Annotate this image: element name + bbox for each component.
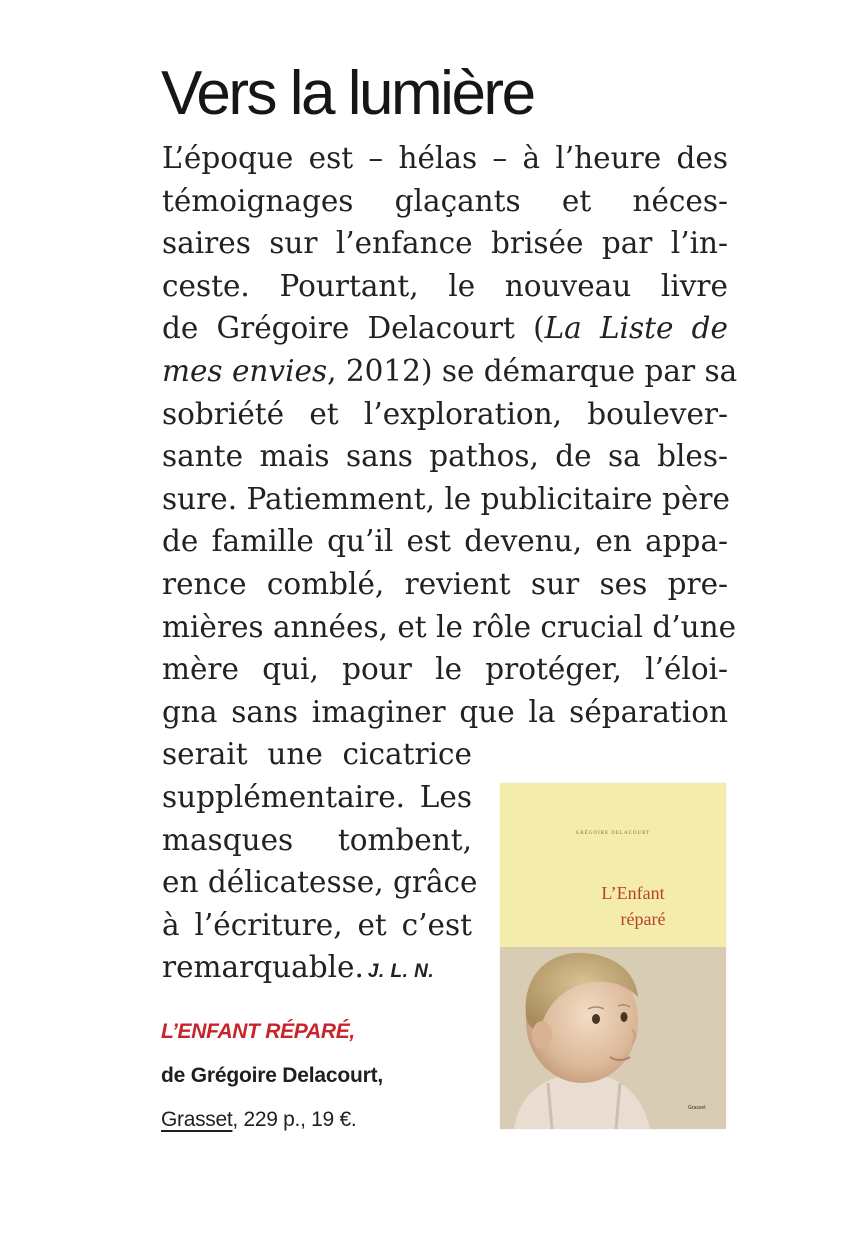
body-line: témoignages glaçants et néces- bbox=[162, 183, 728, 218]
publisher-link[interactable]: Grasset bbox=[161, 1108, 233, 1131]
body-line: saires sur l’enfance brisée par l’in- bbox=[162, 226, 728, 261]
body-line: de famille qu’il est devenu, en appa- bbox=[162, 524, 728, 559]
body-line: serait une cicatrice bbox=[162, 737, 472, 772]
body-line: mère qui, pour le protéger, l’éloi- bbox=[162, 652, 728, 687]
body-line: gna sans imaginer que la séparation bbox=[162, 694, 728, 729]
body-line: L’époque est – hélas – à l’heure des bbox=[162, 141, 728, 175]
body-line bbox=[162, 350, 738, 393]
book-cover-image bbox=[500, 783, 726, 1129]
body-line: sure. Patiemment, le publicitaire père bbox=[162, 481, 730, 516]
cover-title-line-2: réparé bbox=[620, 909, 666, 929]
body-text-segment: de Grégoire Delacourt ( bbox=[162, 311, 545, 346]
book-reference-italic: mes envies bbox=[162, 353, 328, 388]
body-text-segment: remarquable. bbox=[162, 950, 364, 985]
body-line: supplémentaire. Les bbox=[162, 779, 472, 814]
cover-title-line-1: L’Enfant bbox=[601, 883, 665, 903]
body-line: ceste. Pourtant, le nouveau livre bbox=[162, 268, 728, 303]
body-line: en délicatesse, grâce bbox=[162, 865, 478, 900]
body-line: sobriété et l’exploration, boulever- bbox=[162, 396, 728, 431]
book-details: , 229 p., 19 €. bbox=[232, 1108, 357, 1131]
body-text-segment: , 2012) se démarque par sa bbox=[327, 353, 738, 388]
author-signature: J. L. N. bbox=[367, 961, 435, 983]
book-author: de Grégoire Delacourt, bbox=[161, 1064, 383, 1087]
body-line: sante mais sans pathos, de sa bles- bbox=[162, 439, 728, 474]
body-line: à l’écriture, et c’est bbox=[162, 907, 472, 942]
body-line: rence comblé, revient sur ses pre- bbox=[162, 566, 728, 601]
article-headline: Vers la lumière bbox=[161, 59, 534, 128]
cover-author: GRÉGOIRE DELACOURT bbox=[575, 831, 651, 836]
body-line bbox=[162, 946, 472, 994]
book-reference-italic: La Liste de bbox=[544, 311, 728, 346]
body-line: mières années, et le rôle crucial d’une bbox=[162, 609, 737, 644]
cover-publisher: Grasset bbox=[688, 1105, 706, 1111]
child-portrait bbox=[514, 953, 650, 1129]
book-publisher-line bbox=[161, 1108, 356, 1132]
cover-top-band bbox=[500, 783, 726, 947]
body-line: masques tombent, bbox=[162, 822, 472, 857]
book-title: L’ENFANT RÉPARÉ, bbox=[161, 1020, 355, 1043]
body-line bbox=[162, 307, 728, 350]
